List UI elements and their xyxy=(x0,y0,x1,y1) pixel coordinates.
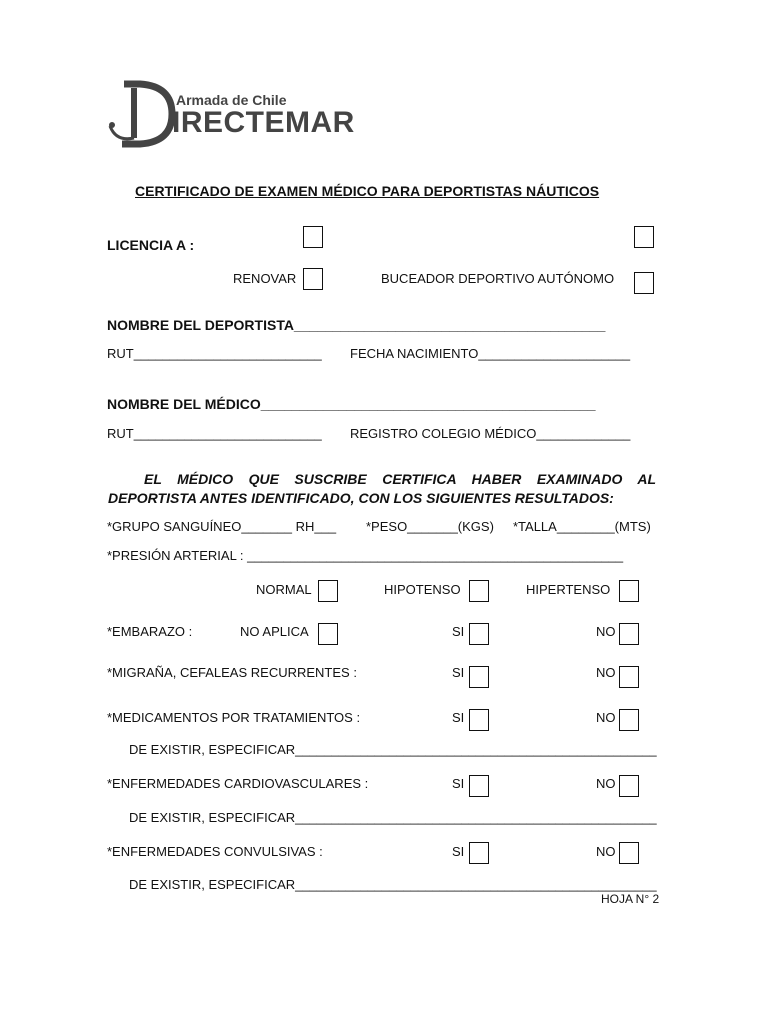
migrana-no-label: NO xyxy=(596,665,616,680)
cardio-no-label: NO xyxy=(596,776,616,791)
medicamentos-label: *MEDICAMENTOS POR TRATAMIENTOS : xyxy=(107,710,361,725)
convulsivas-no-label: NO xyxy=(596,844,616,859)
cardio-si-checkbox[interactable] xyxy=(469,775,489,797)
hipertenso-checkbox[interactable] xyxy=(619,580,639,602)
rut-deportista-field[interactable]: RUT__________________________ xyxy=(107,346,322,361)
peso-field[interactable]: *PESO_______(KGS) xyxy=(366,519,494,534)
nombre-deportista-field[interactable]: NOMBRE DEL DEPORTISTA________________________________________ xyxy=(107,317,606,333)
hipotenso-label: HIPOTENSO xyxy=(384,582,461,597)
migrana-si-label: SI xyxy=(452,665,465,680)
buceador-label: BUCEADOR DEPORTIVO AUTÓNOMO xyxy=(381,271,615,286)
convulsivas-especificar-field[interactable]: DE EXISTIR, ESPECIFICAR__________________________________________________ xyxy=(129,877,657,892)
embarazo-si-label: SI xyxy=(452,624,465,639)
cardio-si-label: SI xyxy=(452,776,465,791)
directemar-logo xyxy=(106,78,381,148)
renovar-label: RENOVAR xyxy=(233,271,297,286)
hipotenso-checkbox[interactable] xyxy=(469,580,489,602)
cardio-especificar-field[interactable]: DE EXISTIR, ESPECIFICAR__________________________________________________ xyxy=(129,810,657,825)
embarazo-no-checkbox[interactable] xyxy=(619,623,639,645)
certifica-paragraph xyxy=(108,470,656,508)
registro-colegio-field[interactable]: REGISTRO COLEGIO MÉDICO_____________ xyxy=(350,426,631,441)
licencia-checkbox-1[interactable] xyxy=(303,226,323,248)
talla-field[interactable]: *TALLA________(MTS) xyxy=(513,519,651,534)
grupo-sanguineo-field[interactable]: *GRUPO SANGUÍNEO_______ RH___ xyxy=(107,519,337,534)
migrana-si-checkbox[interactable] xyxy=(469,666,489,688)
medicamentos-especificar-field[interactable]: DE EXISTIR, ESPECIFICAR__________________________________________________ xyxy=(129,742,657,757)
cardio-no-checkbox[interactable] xyxy=(619,775,639,797)
renovar-checkbox[interactable] xyxy=(303,268,323,290)
no-aplica-label: NO APLICA xyxy=(240,624,309,639)
buceador-checkbox[interactable] xyxy=(634,272,654,294)
document-title: CERTIFICADO DE EXAMEN MÉDICO PARA DEPORTISTAS NÁUTICOS xyxy=(135,183,600,199)
anchor-d-logo-mark xyxy=(106,78,176,148)
embarazo-no-aplica-checkbox[interactable] xyxy=(318,623,338,645)
convulsivas-si-checkbox[interactable] xyxy=(469,842,489,864)
convulsivas-no-checkbox[interactable] xyxy=(619,842,639,864)
medicamentos-si-checkbox[interactable] xyxy=(469,709,489,731)
normal-checkbox[interactable] xyxy=(318,580,338,602)
certifica-text: EL MÉDICO QUE SUSCRIBE CERTIFICA HABER EXAMINADO AL DEPORTISTA ANTES IDENTIFICADO, CON LOS SIGUIENTES RESULTADOS: xyxy=(108,471,656,506)
medicamentos-si-label: SI xyxy=(452,710,465,725)
logo-armada-text: Armada de Chile xyxy=(176,92,287,108)
licencia-checkbox-2[interactable] xyxy=(634,226,654,248)
convulsivas-si-label: SI xyxy=(452,844,465,859)
cardio-label: *ENFERMEDADES CARDIOVASCULARES : xyxy=(107,776,369,791)
embarazo-si-checkbox[interactable] xyxy=(469,623,489,645)
normal-label: NORMAL xyxy=(256,582,312,597)
migrana-label: *MIGRAÑA, CEFALEAS RECURRENTES : xyxy=(107,665,357,680)
logo-directemar-text: IRECTEMAR xyxy=(172,106,355,139)
embarazo-label: *EMBARAZO : xyxy=(107,624,193,639)
fecha-nacimiento-field[interactable]: FECHA NACIMIENTO_____________________ xyxy=(350,346,631,361)
nombre-medico-field[interactable]: NOMBRE DEL MÉDICO___________________________________________ xyxy=(107,396,596,412)
migrana-no-checkbox[interactable] xyxy=(619,666,639,688)
hipertenso-label: HIPERTENSO xyxy=(526,582,611,597)
presion-arterial-field[interactable]: *PRESIÓN ARTERIAL : ____________________________________________________ xyxy=(107,548,624,563)
licencia-label: LICENCIA A : xyxy=(107,237,195,253)
medicamentos-no-label: NO xyxy=(596,710,616,725)
page-number: HOJA N° 2 xyxy=(601,892,660,906)
rut-medico-field[interactable]: RUT__________________________ xyxy=(107,426,322,441)
medicamentos-no-checkbox[interactable] xyxy=(619,709,639,731)
convulsivas-label: *ENFERMEDADES CONVULSIVAS : xyxy=(107,844,323,859)
embarazo-no-label: NO xyxy=(596,624,616,639)
